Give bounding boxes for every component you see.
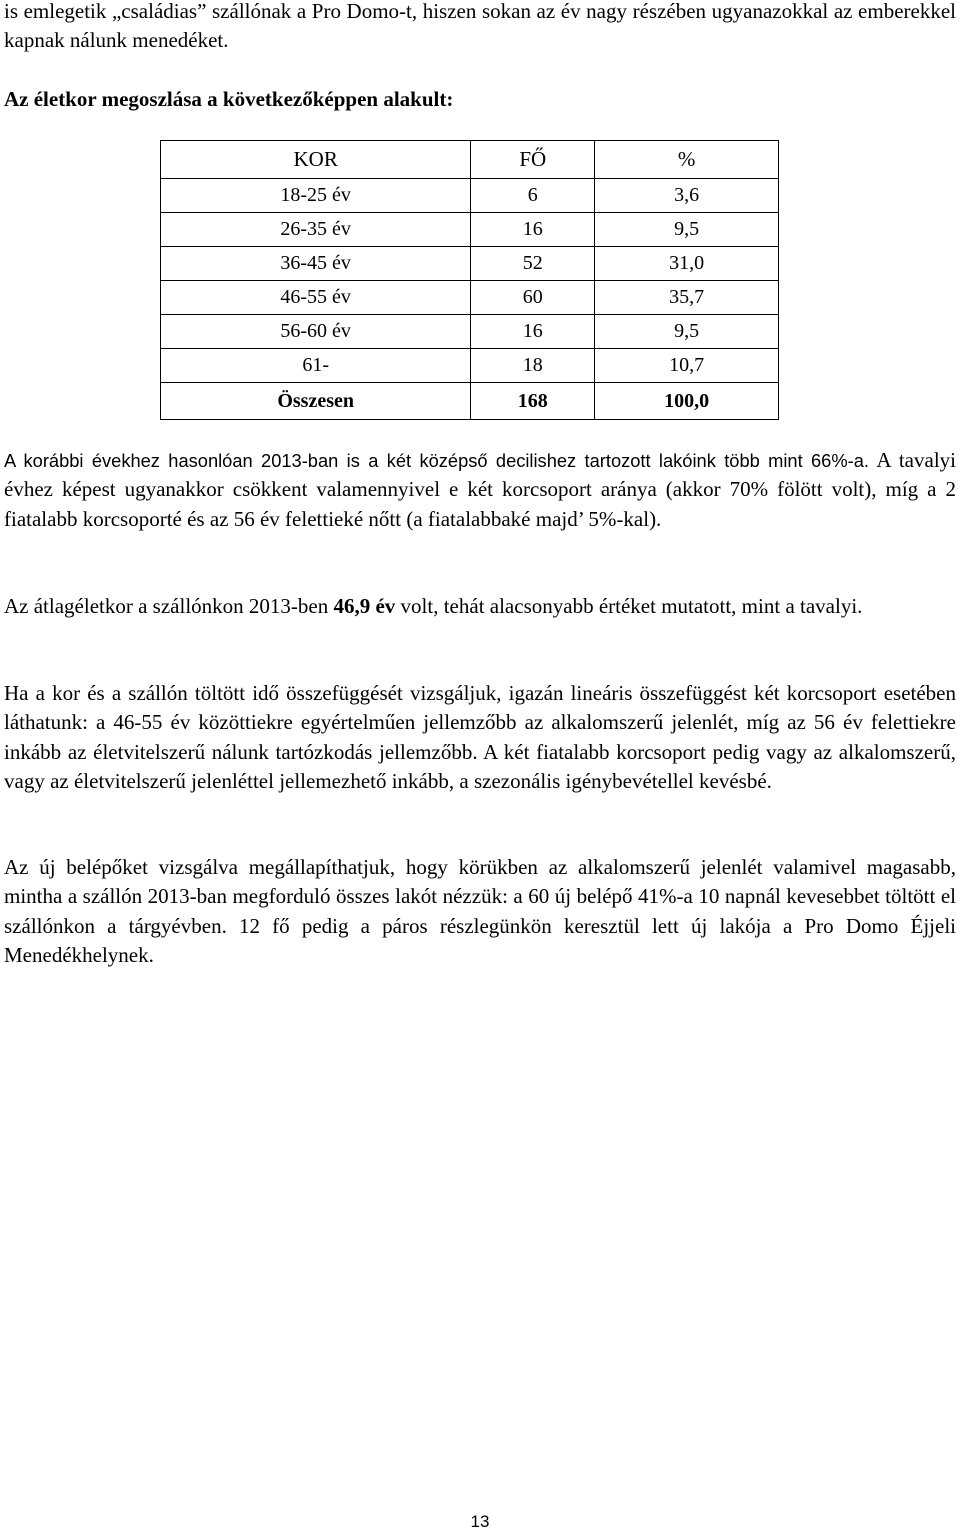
column-header-fo: FŐ — [471, 141, 595, 179]
column-header-percent: % — [595, 141, 779, 179]
percent-cell: 3,6 — [595, 179, 779, 213]
age-cell: 56-60 év — [161, 315, 471, 349]
average-age-value: 46,9 év — [333, 594, 396, 618]
total-count-cell: 168 — [471, 383, 595, 420]
table-heading: Az életkor megoszlása a következőképpen alakult: — [4, 87, 454, 111]
age-cell: 36-45 év — [161, 247, 471, 281]
age-cell: 46-55 év — [161, 281, 471, 315]
count-cell: 60 — [471, 281, 595, 315]
percent-cell: 9,5 — [595, 315, 779, 349]
age-cell: 18-25 év — [161, 179, 471, 213]
page-number: 13 — [470, 1512, 490, 1531]
percent-cell: 9,5 — [595, 213, 779, 247]
table-row — [161, 349, 779, 383]
paragraph-deciles-sans-part: A korábbi évekhez hasonlóan 2013-ban is a két középső decilishez tartozott lakóink több mint 66%-a. — [4, 450, 869, 471]
age-cell: 61- — [161, 349, 471, 383]
table-row — [161, 247, 779, 281]
average-age-text-after: volt, tehát alacsonyabb értéket mutatott, mint a tavalyi. — [395, 594, 863, 618]
percent-cell: 10,7 — [595, 349, 779, 383]
table-row — [161, 315, 779, 349]
paragraph-deciles — [4, 446, 956, 534]
count-cell: 52 — [471, 247, 595, 281]
age-cell: 26-35 év — [161, 213, 471, 247]
percent-cell: 35,7 — [595, 281, 779, 315]
table-row — [161, 179, 779, 213]
paragraph-new-entrants: Az új belépőket vizsgálva megállapíthatjuk, hogy körükben az alkalomszerű jelenlét valamivel magasabb, mintha a szállón 2013-ban megforduló összes lakót nézzük: a 60 új belépő 41%-a 10 napnál kevesebbet töltött el szállónkon a tárgyévben. 12 fő pedig a páros részlegünkön keresztül lett új lakója a Pro Domo Éjjeli Menedékhelynek. — [4, 855, 956, 968]
count-cell: 6 — [471, 179, 595, 213]
average-age-text-before: Az átlagéletkor a szállónkon 2013-ben — [4, 594, 334, 618]
intro-paragraph: is emlegetik „családias” szállónak a Pro Domo-t, hiszen sokan az év nagy részében ugyanazokkal az emberekkel kapnak nálunk menedéket. — [4, 0, 956, 53]
count-cell: 16 — [471, 315, 595, 349]
total-label-cell: Összesen — [161, 383, 471, 420]
percent-cell: 31,0 — [595, 247, 779, 281]
table-header-row — [161, 141, 779, 179]
count-cell: 18 — [471, 349, 595, 383]
paragraph-average-age — [4, 592, 956, 621]
paragraph-deciles-serif-part: A tavalyi évhez képest ugyanakkor csökkent valamennyivel e két korcsoport aránya (akkor 70% fölött volt), míg a 2 fiatalabb korcsoporté és az 56 év felettieké nőtt (a fiatalabbaké majd’ 5%-kal). — [4, 448, 956, 531]
column-header-kor: KOR — [161, 141, 471, 179]
table-total-row — [161, 383, 779, 420]
paragraph-age-vs-stay: Ha a kor és a szállón töltött idő összefüggését vizsgáljuk, igazán lineáris összefüggést két korcsoport esetében láthatunk: a 46-55 év közöttiekre egyértelműen jellemzőbb az alkalomszerű jelenlét, míg az 56 év felettiekre inkább az életvitelszerű nálunk tartózkodás jellemzőbb. A két fiatalabb korcsoport pedig vagy az alkalomszerű, vagy az életvitelszerű jelenléttel jellemezhető inkább, a szezonális igénybevétellel kevésbé. — [4, 681, 956, 794]
table-row — [161, 213, 779, 247]
age-distribution-table — [160, 140, 779, 420]
table-row — [161, 281, 779, 315]
count-cell: 16 — [471, 213, 595, 247]
total-percent-cell: 100,0 — [595, 383, 779, 420]
